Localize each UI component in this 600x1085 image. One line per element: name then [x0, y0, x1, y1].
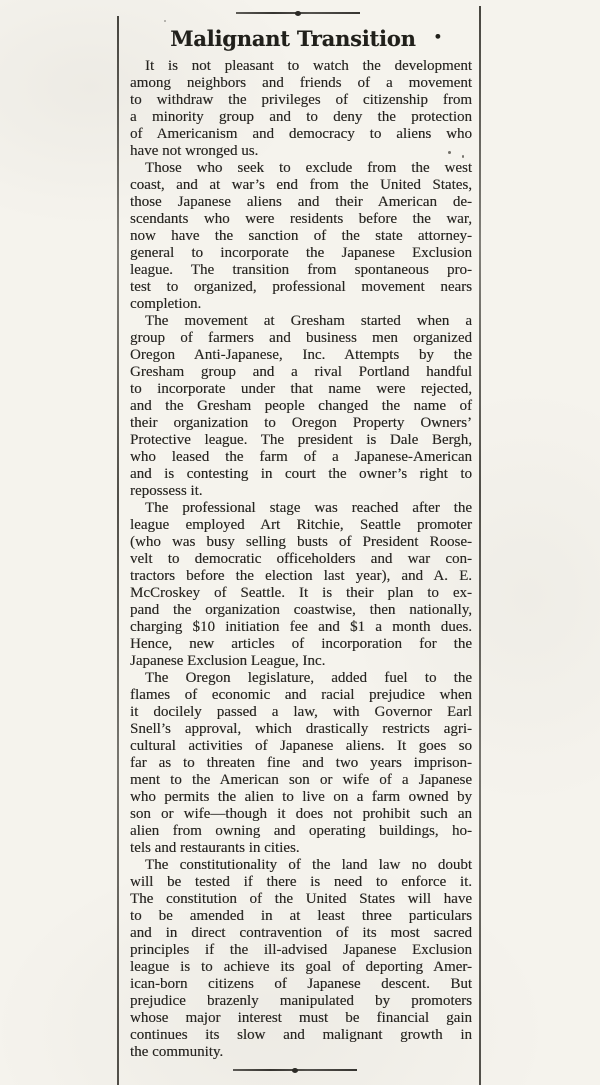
text-line: Hence, new articles of incorporation for the	[130, 636, 472, 652]
text-line: velt to democratic officeholders and war con-	[130, 551, 472, 567]
text-line: prejudice brazenly manipulated by promoters	[130, 993, 472, 1009]
paragraph	[130, 670, 472, 857]
text-line: of Americanism and democracy to aliens who	[130, 126, 472, 142]
headline-text: Malignant Transition	[170, 26, 416, 51]
text-line: who leased the farm of a Japanese-American	[130, 449, 472, 465]
text-line: and in direct contravention of its most sacred	[130, 925, 472, 941]
text-line: whose major interest must be financial gain	[130, 1010, 472, 1026]
column-rule-right	[479, 6, 481, 1085]
text-line: charging $10 initiation fee and $1 a month dues.	[130, 619, 472, 635]
text-line: The constitution of the United States will have	[130, 891, 472, 907]
text-line: test to organized, professional movement nears	[130, 279, 472, 295]
text-line: who permits the alien to live on a farm owned by	[130, 789, 472, 805]
text-line: to be amended in at least three particulars	[130, 908, 472, 924]
text-line: ican-born citizens of Japanese descent. But	[130, 976, 472, 992]
text-line: it docilely passed a law, with Governor Earl	[130, 704, 472, 720]
text-line: continues its slow and malignant growth in	[130, 1027, 472, 1043]
text-line: a minority group and to deny the protection	[130, 109, 472, 125]
print-speck	[164, 20, 166, 22]
text-line: son or wife—though it does not prohibit such an	[130, 806, 472, 822]
text-line: cultural activities of Japanese aliens. It goes so	[130, 738, 472, 754]
text-line: their organization to Oregon Property Owners’	[130, 415, 472, 431]
bottom-divider	[233, 1069, 357, 1071]
text-line: The constitutionality of the land law no doubt	[145, 857, 472, 873]
text-line: flames of economic and racial prejudice when	[130, 687, 472, 703]
paragraph	[130, 857, 472, 1061]
text-line: tels and restaurants in cities.	[130, 840, 300, 856]
text-line: repossess it.	[130, 483, 203, 499]
text-line: McCroskey of Seattle. It is their plan to ex-	[130, 585, 472, 601]
print-speck	[448, 151, 451, 154]
divider-dot	[295, 11, 301, 16]
text-line: to incorporate under that name were rejected,	[130, 381, 472, 397]
text-line: alien from owning and operating buildings, ho-	[130, 823, 472, 839]
text-line: Protective league. The president is Dale Bergh,	[130, 432, 472, 448]
paragraph	[130, 58, 472, 160]
text-line: to withdraw the privileges of citizenship from	[130, 92, 472, 108]
text-line: The Oregon legislature, added fuel to the	[145, 670, 472, 686]
text-line: The professional stage was reached after the	[145, 500, 472, 516]
text-line: principles if the ill-advised Japanese Exclusion	[130, 942, 472, 958]
paragraph	[130, 160, 472, 313]
text-line: pand the organization coastwise, then nationally,	[130, 602, 472, 618]
paragraph	[130, 500, 472, 670]
text-line: Oregon Anti-Japanese, Inc. Attempts by the	[130, 347, 472, 363]
text-line: (who was busy selling busts of President Roose-	[130, 534, 472, 550]
text-line: will be tested if there is need to enforce it.	[130, 874, 472, 890]
text-line: the community.	[130, 1044, 224, 1060]
text-line: league employed Art Ritchie, Seattle promoter	[130, 517, 472, 533]
text-line: coast, and at war’s end from the United States,	[130, 177, 472, 193]
text-line: scendants who were residents before the war,	[130, 211, 472, 227]
text-line: general to incorporate the Japanese Exclusion	[130, 245, 472, 261]
text-line: tractors before the election last year), and A. E.	[130, 568, 472, 584]
article-body	[130, 58, 472, 1061]
print-speck	[462, 155, 464, 158]
text-line: league is to achieve its goal of deporting Amer-	[130, 959, 472, 975]
text-line: those Japanese aliens and their American de-	[130, 194, 472, 210]
text-line: completion.	[130, 296, 202, 312]
paragraph	[130, 313, 472, 500]
text-line: among neighbors and friends of a movement	[130, 75, 472, 91]
text-line: far as to threaten fine and two years imprison-	[130, 755, 472, 771]
text-line: Gresham group and a rival Portland handful	[130, 364, 472, 380]
text-line: now have the sanction of the state attorney-	[130, 228, 472, 244]
text-line: ment to the American son or wife of a Japanese	[130, 772, 472, 788]
text-line: group of farmers and business men organized	[130, 330, 472, 346]
text-line: Snell’s approval, which drastically restricts agri-	[130, 721, 472, 737]
text-line: league. The transition from spontaneous pro-	[130, 262, 472, 278]
article-headline	[130, 26, 472, 51]
text-line: The movement at Gresham started when a	[145, 313, 472, 329]
text-line: Japanese Exclusion League, Inc.	[130, 653, 326, 669]
text-line: and the Gresham people changed the name of	[130, 398, 472, 414]
text-line: Those who seek to exclude from the west	[145, 160, 472, 176]
text-line: have not wronged us.	[130, 143, 259, 159]
divider-dot	[292, 1068, 298, 1073]
text-line: and is contesting in court the owner’s right to	[130, 466, 472, 482]
top-divider	[236, 12, 360, 14]
column-rule-left	[117, 16, 119, 1085]
headline-end-dot: •	[433, 30, 442, 45]
text-line: It is not pleasant to watch the development	[145, 58, 472, 74]
